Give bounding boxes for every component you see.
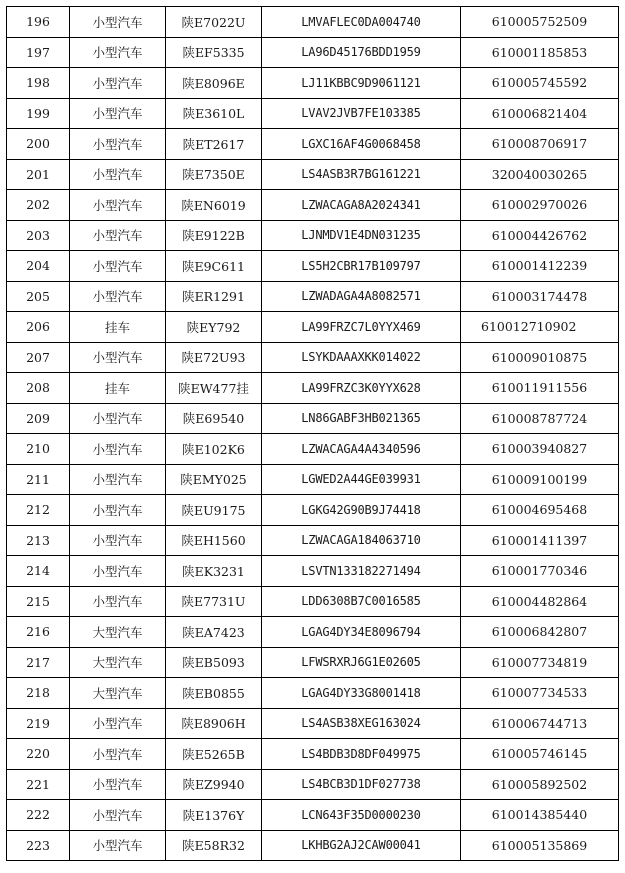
cell-vehicle-type: 小型汽车 (70, 800, 166, 831)
cell-row-number: 199 (7, 98, 70, 129)
cell-vin: LDD6308B7C0016585 (262, 586, 461, 617)
table-row (7, 769, 619, 800)
cell-vehicle-type: 挂车 (70, 312, 166, 343)
cell-row-number: 198 (7, 68, 70, 99)
cell-vin: LCN643F35D0000230 (262, 800, 461, 831)
cell-record-code: 610002970026 (461, 190, 619, 221)
cell-vin: LS4ASB38XEG163024 (262, 708, 461, 739)
cell-record-code: 610005135869 (461, 830, 619, 861)
cell-plate-number: 陕ET2617 (166, 129, 262, 160)
cell-row-number: 221 (7, 769, 70, 800)
table-body (7, 7, 619, 861)
cell-record-code: 610004695468 (461, 495, 619, 526)
table-row (7, 647, 619, 678)
cell-vehicle-type: 小型汽车 (70, 525, 166, 556)
cell-row-number: 217 (7, 647, 70, 678)
cell-row-number: 202 (7, 190, 70, 221)
cell-vehicle-type: 大型汽车 (70, 617, 166, 648)
cell-vin: LN86GABF3HB021365 (262, 403, 461, 434)
cell-plate-number: 陕EF5335 (166, 37, 262, 68)
cell-row-number: 210 (7, 434, 70, 465)
cell-row-number: 222 (7, 800, 70, 831)
cell-vin: LVAV2JVB7FE103385 (262, 98, 461, 129)
cell-record-code: 610009100199 (461, 464, 619, 495)
cell-record-code: 610006744713 (461, 708, 619, 739)
cell-record-code: 610009010875 (461, 342, 619, 373)
cell-record-code: 610001185853 (461, 37, 619, 68)
cell-vehicle-type: 小型汽车 (70, 739, 166, 770)
cell-row-number: 214 (7, 556, 70, 587)
cell-plate-number: 陕E1376Y (166, 800, 262, 831)
cell-vin: LZWACAGA8A2024341 (262, 190, 461, 221)
cell-plate-number: 陕E102K6 (166, 434, 262, 465)
cell-vin: LGWED2A44GE039931 (262, 464, 461, 495)
cell-vin: LA96D45176BDD1959 (262, 37, 461, 68)
cell-plate-number: 陕ER1291 (166, 281, 262, 312)
cell-row-number: 223 (7, 830, 70, 861)
cell-record-code: 610005745592 (461, 68, 619, 99)
cell-vin: LS5H2CBR17B109797 (262, 251, 461, 282)
cell-vehicle-type: 小型汽车 (70, 98, 166, 129)
cell-record-code: 610001770346 (461, 556, 619, 587)
cell-vehicle-type: 小型汽车 (70, 68, 166, 99)
cell-plate-number: 陕E7350E (166, 159, 262, 190)
cell-vin: LGAG4DY34E8096794 (262, 617, 461, 648)
cell-plate-number: 陕EH1560 (166, 525, 262, 556)
cell-record-code: 610004426762 (461, 220, 619, 251)
cell-record-code: 610007734533 (461, 678, 619, 709)
cell-vehicle-type: 小型汽车 (70, 403, 166, 434)
cell-vehicle-type: 小型汽车 (70, 586, 166, 617)
cell-vin: LS4BCB3D1DF027738 (262, 769, 461, 800)
cell-plate-number: 陕E8096E (166, 68, 262, 99)
cell-plate-number: 陕E7022U (166, 7, 262, 38)
cell-plate-number: 陕EZ9940 (166, 769, 262, 800)
cell-vehicle-type: 大型汽车 (70, 678, 166, 709)
cell-plate-number: 陕E69540 (166, 403, 262, 434)
cell-vehicle-type: 小型汽车 (70, 7, 166, 38)
cell-record-code: 610006842807 (461, 617, 619, 648)
cell-row-number: 213 (7, 525, 70, 556)
cell-vin: LA99FRZC3K0YYX628 (262, 373, 461, 404)
table-row (7, 342, 619, 373)
cell-record-code: 610008706917 (461, 129, 619, 160)
cell-vehicle-type: 小型汽车 (70, 708, 166, 739)
cell-vehicle-type: 小型汽车 (70, 464, 166, 495)
cell-vin: LSVTN133182271494 (262, 556, 461, 587)
cell-plate-number: 陕E5265B (166, 739, 262, 770)
cell-plate-number: 陕EMY025 (166, 464, 262, 495)
cell-record-code: 610008787724 (461, 403, 619, 434)
cell-vehicle-type: 小型汽车 (70, 769, 166, 800)
cell-record-code: 610007734819 (461, 647, 619, 678)
cell-vin: LS4ASB3R7BG161221 (262, 159, 461, 190)
cell-vehicle-type: 小型汽车 (70, 129, 166, 160)
cell-plate-number: 陕EB0855 (166, 678, 262, 709)
table-row (7, 281, 619, 312)
cell-row-number: 203 (7, 220, 70, 251)
cell-record-code: 610005892502 (461, 769, 619, 800)
cell-plate-number: 陕EB5093 (166, 647, 262, 678)
cell-plate-number: 陕E72U93 (166, 342, 262, 373)
table-row (7, 159, 619, 190)
cell-record-code: 610011911556 (461, 373, 619, 404)
cell-row-number: 197 (7, 37, 70, 68)
cell-row-number: 219 (7, 708, 70, 739)
table-row (7, 464, 619, 495)
table-row (7, 617, 619, 648)
table-row (7, 312, 619, 343)
cell-vin: LFWSRXRJ6G1E02605 (262, 647, 461, 678)
cell-vin: LGAG4DY33G8001418 (262, 678, 461, 709)
cell-row-number: 220 (7, 739, 70, 770)
table-row (7, 556, 619, 587)
cell-plate-number: 陕E9122B (166, 220, 262, 251)
cell-row-number: 205 (7, 281, 70, 312)
cell-row-number: 208 (7, 373, 70, 404)
cell-row-number: 209 (7, 403, 70, 434)
cell-vehicle-type: 挂车 (70, 373, 166, 404)
cell-vehicle-type: 小型汽车 (70, 434, 166, 465)
cell-vehicle-type: 小型汽车 (70, 495, 166, 526)
cell-vin: LMVAFLEC0DA004740 (262, 7, 461, 38)
table-row (7, 129, 619, 160)
cell-vehicle-type: 小型汽车 (70, 251, 166, 282)
cell-vin: LKHBG2AJ2CAW00041 (262, 830, 461, 861)
cell-vehicle-type: 小型汽车 (70, 190, 166, 221)
table-row (7, 586, 619, 617)
table-row (7, 678, 619, 709)
table-row (7, 251, 619, 282)
cell-plate-number: 陕EN6019 (166, 190, 262, 221)
cell-plate-number: 陕EW477挂 (166, 373, 262, 404)
table-row (7, 525, 619, 556)
cell-plate-number: 陕EU9175 (166, 495, 262, 526)
cell-row-number: 216 (7, 617, 70, 648)
table-row (7, 800, 619, 831)
cell-record-code: 610014385440 (461, 800, 619, 831)
cell-row-number: 201 (7, 159, 70, 190)
cell-vehicle-type: 小型汽车 (70, 37, 166, 68)
cell-vin: LSYKDAAAXKK014022 (262, 342, 461, 373)
cell-record-code: 610004482864 (461, 586, 619, 617)
cell-vehicle-type: 小型汽车 (70, 159, 166, 190)
table-row (7, 98, 619, 129)
cell-vin: LGKG42G90B9J74418 (262, 495, 461, 526)
cell-plate-number: 陕E58R32 (166, 830, 262, 861)
cell-vehicle-type: 小型汽车 (70, 281, 166, 312)
cell-vehicle-type: 小型汽车 (70, 220, 166, 251)
cell-vin: LJNMDV1E4DN031235 (262, 220, 461, 251)
table-row (7, 373, 619, 404)
cell-plate-number: 陕E3610L (166, 98, 262, 129)
table-row (7, 7, 619, 38)
cell-record-code: 320040030265 (461, 159, 619, 190)
cell-vin: LGXC16AF4G0068458 (262, 129, 461, 160)
cell-record-code: 610012710902 (461, 312, 619, 343)
cell-vin: LA99FRZC7L0YYX469 (262, 312, 461, 343)
cell-record-code: 610001412239 (461, 251, 619, 282)
cell-plate-number: 陕EK3231 (166, 556, 262, 587)
cell-vehicle-type: 小型汽车 (70, 342, 166, 373)
table-row (7, 495, 619, 526)
cell-row-number: 204 (7, 251, 70, 282)
cell-vin: LZWACAGA4A4340596 (262, 434, 461, 465)
cell-plate-number: 陕EY792 (166, 312, 262, 343)
cell-row-number: 212 (7, 495, 70, 526)
table-row (7, 37, 619, 68)
cell-record-code: 610005746145 (461, 739, 619, 770)
cell-vin: LZWADAGA4A8082571 (262, 281, 461, 312)
table-row (7, 739, 619, 770)
cell-vin: LZWACAGA184063710 (262, 525, 461, 556)
table-row (7, 830, 619, 861)
cell-record-code: 610003940827 (461, 434, 619, 465)
cell-row-number: 200 (7, 129, 70, 160)
cell-record-code: 610001411397 (461, 525, 619, 556)
cell-plate-number: 陕E8906H (166, 708, 262, 739)
cell-row-number: 207 (7, 342, 70, 373)
cell-record-code: 610003174478 (461, 281, 619, 312)
cell-row-number: 218 (7, 678, 70, 709)
cell-row-number: 211 (7, 464, 70, 495)
table-row (7, 68, 619, 99)
vehicle-registry-table (6, 6, 619, 861)
cell-vehicle-type: 小型汽车 (70, 556, 166, 587)
table-row (7, 220, 619, 251)
cell-vehicle-type: 小型汽车 (70, 830, 166, 861)
cell-plate-number: 陕EA7423 (166, 617, 262, 648)
cell-plate-number: 陕E9C611 (166, 251, 262, 282)
table-row (7, 403, 619, 434)
table-row (7, 708, 619, 739)
cell-record-code: 610005752509 (461, 7, 619, 38)
cell-vin: LJ11KBBC9D9061121 (262, 68, 461, 99)
table-row (7, 190, 619, 221)
table-row (7, 434, 619, 465)
cell-row-number: 196 (7, 7, 70, 38)
cell-record-code: 610006821404 (461, 98, 619, 129)
cell-row-number: 206 (7, 312, 70, 343)
cell-row-number: 215 (7, 586, 70, 617)
cell-vehicle-type: 大型汽车 (70, 647, 166, 678)
cell-plate-number: 陕E7731U (166, 586, 262, 617)
cell-vin: LS4BDB3D8DF049975 (262, 739, 461, 770)
